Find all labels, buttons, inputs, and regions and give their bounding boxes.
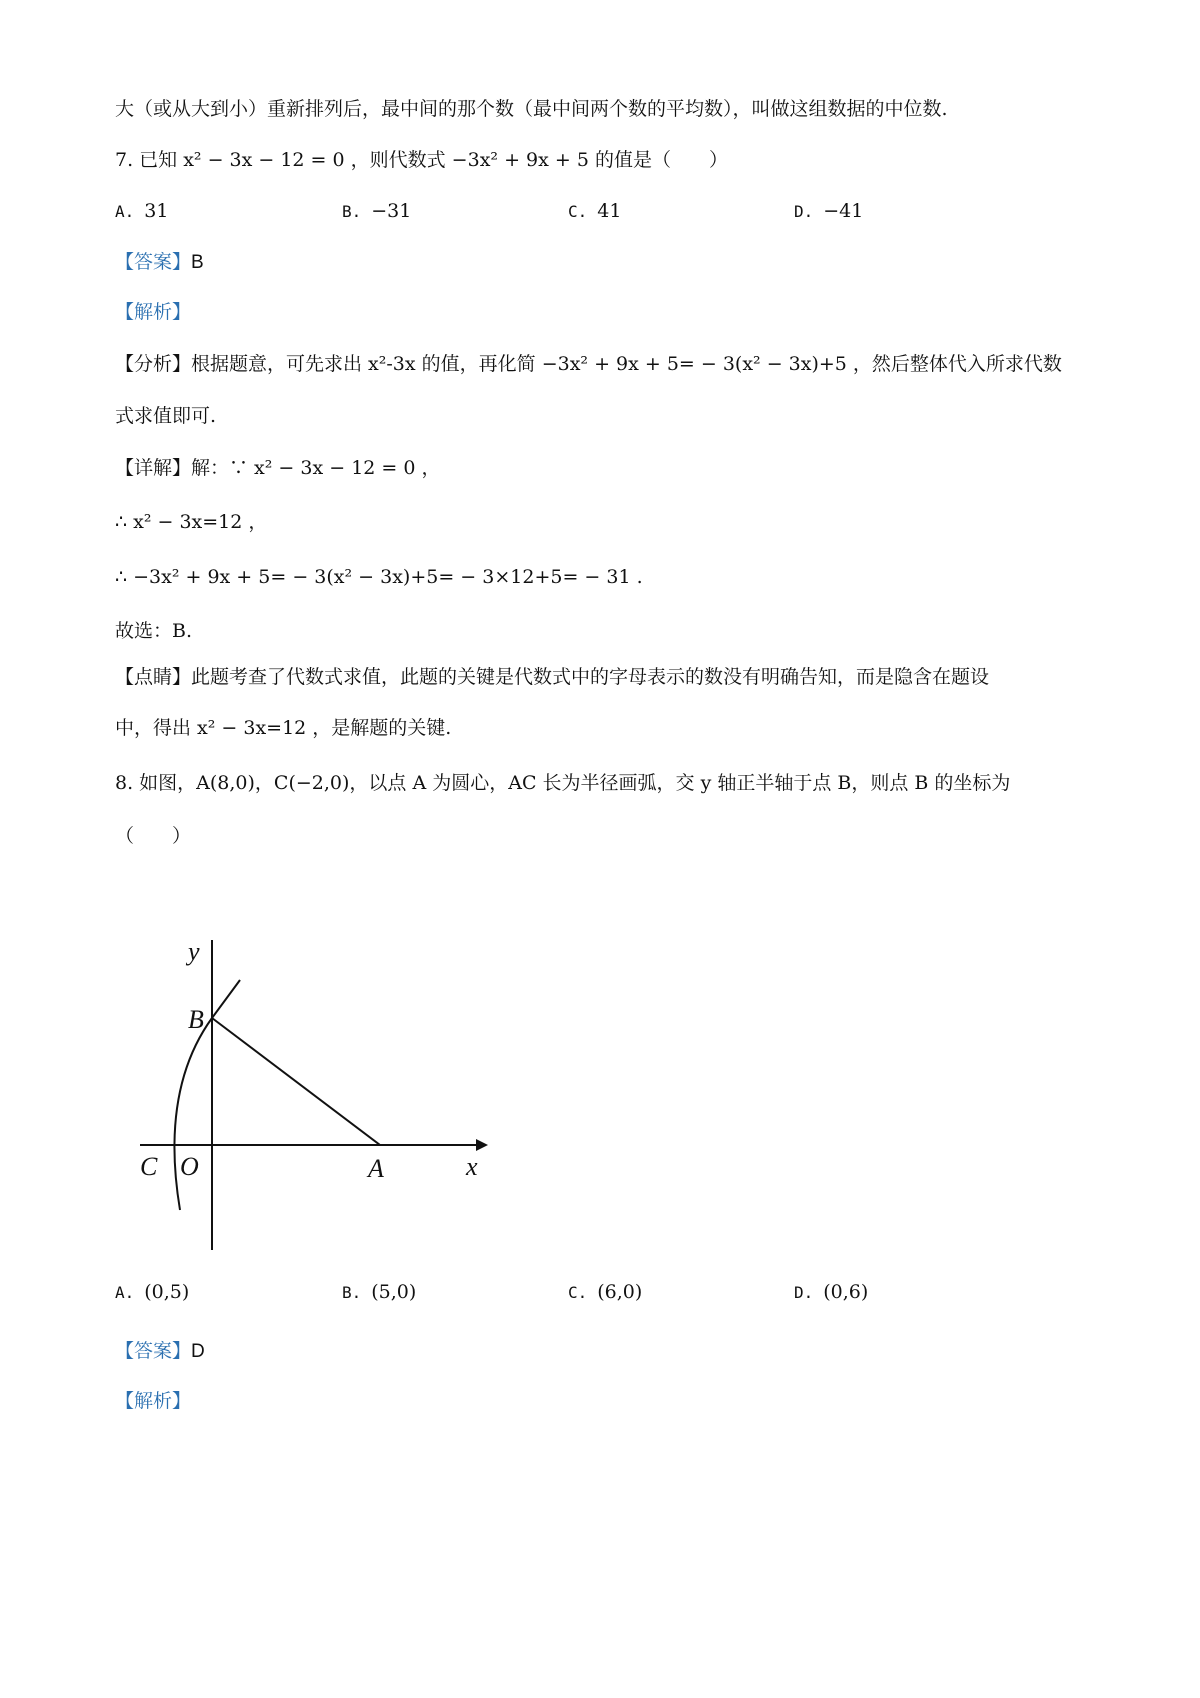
- question-7-stem: 7. 已知 x² − 3x − 12 = 0 ，则代数式 −3x² + 9x + 5 的值是（ ）: [115, 149, 728, 171]
- q7-analysis-heading: 【解析】: [115, 301, 192, 323]
- q7-conclusion: 故选：B.: [115, 620, 193, 642]
- label-a: A: [368, 1154, 384, 1183]
- xiangjie-text: 解：∵ x² − 3x − 12 = 0 ，: [191, 457, 441, 479]
- answer-label: 【答案】: [115, 1340, 192, 1362]
- answer-value: D: [191, 1341, 205, 1362]
- q7-dianjing: [115, 663, 989, 691]
- q7-option-c: C. 41: [568, 200, 622, 222]
- label-y: y: [188, 937, 200, 966]
- q7-option-d: D. −41: [794, 200, 864, 222]
- x-axis-arrow-icon: [476, 1139, 488, 1151]
- q8-analysis-heading: 【解析】: [115, 1390, 192, 1412]
- q7-fenxi-continued: 式求值即可.: [115, 405, 217, 427]
- question-8-paren: （ ）: [115, 825, 192, 847]
- fenxi-text: 根据题意，可先求出 x²-3x 的值，再化简 −3x² + 9x + 5= − 3(x² − 3x)+5 ，然后整体代入所求代数: [191, 353, 1062, 375]
- q7-option-a: A. 31: [115, 200, 169, 222]
- question-8-stem: 8. 如图，A(8,0)，C(−2,0)，以点 A 为圆心，AC 长为半径画弧，交 y 轴正半轴于点 B，则点 B 的坐标为: [115, 772, 1011, 794]
- label-x: x: [466, 1152, 478, 1181]
- xiangjie-label: 【详解】: [115, 457, 192, 479]
- q8-option-b: B. (5,0): [342, 1281, 417, 1303]
- label-b: B: [188, 1005, 204, 1034]
- q7-dianjing-continued: 中，得出 x² − 3x=12 ，是解题的关键.: [115, 717, 452, 739]
- q7-option-b: B. −31: [342, 200, 412, 222]
- dianjing-label: 【点睛】: [115, 666, 192, 688]
- answer-label: 【答案】: [115, 251, 192, 273]
- q7-xiangjie: [115, 454, 441, 482]
- q8-option-d: D. (0,6): [794, 1281, 869, 1303]
- answer-value: B: [191, 252, 204, 273]
- q8-option-c: C. (6,0): [568, 1281, 643, 1303]
- q7-fenxi: [115, 350, 1062, 378]
- q8-answer: [115, 1337, 205, 1366]
- dianjing-text: 此题考查了代数式求值，此题的关键是代数式中的字母表示的数没有明确告知，而是隐含在题设: [191, 666, 990, 688]
- q8-option-a: A. (0,5): [115, 1281, 190, 1303]
- geometry-figure: [140, 935, 520, 1295]
- text-line-median-definition: 大（或从大到小）重新排列后，最中间的那个数（最中间两个数的平均数），叫做这组数据的中位数.: [115, 98, 948, 120]
- q7-answer: [115, 248, 204, 277]
- fenxi-label: 【分析】: [115, 353, 192, 375]
- label-c: C: [140, 1152, 158, 1181]
- q7-step-1: ∴ x² − 3x=12 ，: [115, 511, 268, 533]
- q7-step-2: ∴ −3x² + 9x + 5= − 3(x² − 3x)+5= − 3×12+5= − 31 .: [115, 566, 643, 588]
- segment-ab: [212, 1018, 380, 1145]
- label-o: O: [180, 1152, 199, 1181]
